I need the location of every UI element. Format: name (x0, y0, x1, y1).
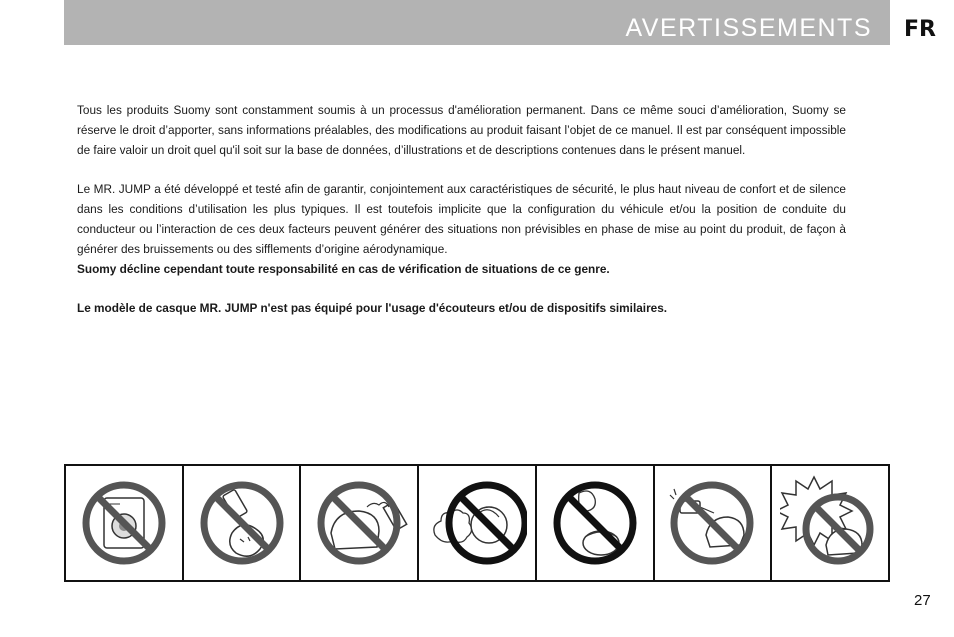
header-bar (64, 0, 890, 45)
no-solvent-spray-icon (309, 473, 409, 573)
no-chemical-spray-icon (192, 473, 292, 573)
paragraph-liability-disclaimer: Suomy décline cependant toute responsabilité en cas de vérification de situations de ce genre. (77, 262, 610, 277)
no-sun-exposure-icon (780, 473, 880, 573)
no-paint-icon (545, 473, 645, 573)
no-heat-drying-icon (427, 473, 527, 573)
no-washing-machine-icon (74, 473, 174, 573)
care-icons-strip (64, 464, 890, 582)
icon-cell (772, 466, 888, 580)
language-code: FR (904, 17, 936, 42)
page-number: 27 (914, 592, 931, 609)
icon-cell (66, 466, 184, 580)
paragraph-product-improvement: Tous les produits Suomy sont constamment soumis à un processus d'amélioration permanent. Dans ce même souci d’amélioration, Suomy se réserve le droit d’apporter, sans informations préalables, des modifications au produit faisant l’objet de ce manuel. Il est par conséquent impossible de faire valoir un droit quel qu'il soit sur la base de données, d’illustrations et de descriptions contenues dans le présent manuel. (77, 103, 846, 158)
icon-cell (655, 466, 773, 580)
paragraph-noise-notice: Le MR. JUMP a été développé et testé afin de garantir, conjointement aux caractéristiques de sécurité, le plus haut niveau de confort et de silence dans les conditions d’utilisation les plus typiques. Il est toutefois implicite que la configuration du véhicule et/ou la position de conduite du conducteur ou l’interaction de ces deux facteurs peuvent générer des situations non prévisibles en phase de mise au point du produit, de façon à générer des bruissements ou des sifflements d’origine aérodynamique. (77, 181, 846, 257)
icon-cell (301, 466, 419, 580)
paragraph-earphones-warning: Le modèle de casque MR. JUMP n'est pas équipé pour l'usage d'écouteurs et/ou de dispositifs similaires. (77, 300, 668, 315)
icon-cell (419, 466, 537, 580)
page-title: AVERTISSEMENTS (625, 14, 872, 42)
icon-cell (184, 466, 302, 580)
no-hair-dryer-icon (662, 473, 762, 573)
warnings-text (77, 100, 846, 318)
icon-cell (537, 466, 655, 580)
